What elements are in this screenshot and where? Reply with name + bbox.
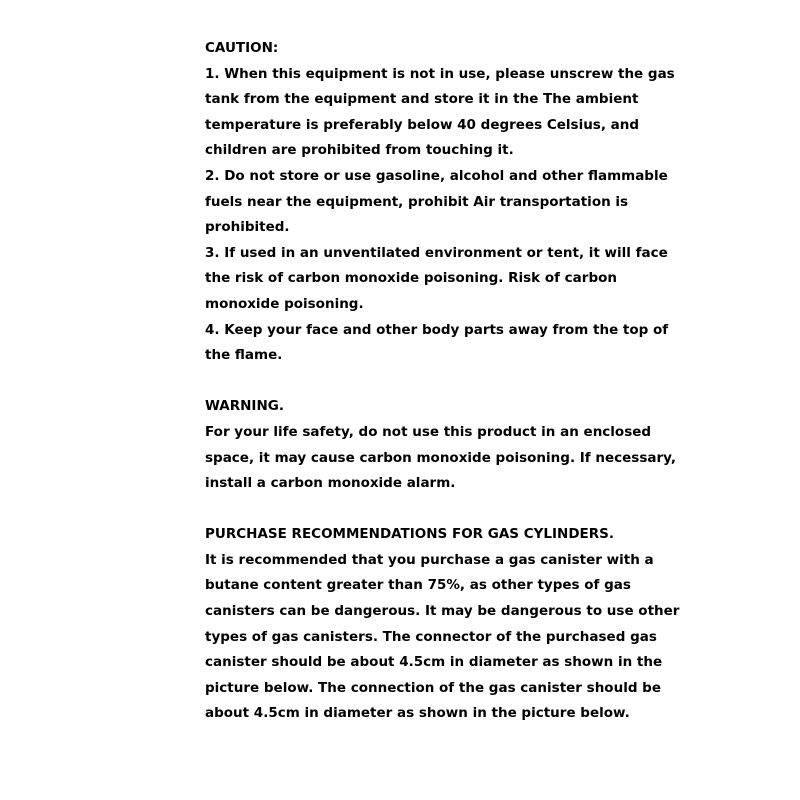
warning-line: space, it may cause carbon monoxide poisoning. If necessary, [205, 449, 677, 466]
caution-line: monoxide poisoning. [205, 295, 364, 312]
caution-line: fuels near the equipment, prohibit Air transportation is [205, 193, 629, 210]
purchase-line: It is recommended that you purchase a gas canister with a [205, 551, 654, 568]
caution-line: the flame. [205, 347, 283, 364]
purchase-line: canister should be about 4.5cm in diameter as shown in the [205, 654, 663, 671]
caution-line: 4. Keep your face and other body parts away from the top of [205, 321, 669, 338]
caution-line: 2. Do not store or use gasoline, alcohol and other flammable [205, 167, 668, 184]
caution-line: temperature is preferably below 40 degrees Celsius, and [205, 116, 640, 133]
purchase-heading: PURCHASE RECOMMENDATIONS FOR GAS CYLINDERS. [205, 526, 615, 543]
purchase-section [205, 522, 680, 727]
caution-section [205, 36, 675, 369]
purchase-line: butane content greater than 75%, as other types of gas [205, 577, 631, 594]
caution-line: tank from the equipment and store it in the The ambient [205, 91, 639, 108]
warning-section [205, 394, 677, 496]
caution-line: 1. When this equipment is not in use, please unscrew the gas [205, 65, 675, 82]
purchase-line: picture below. The connection of the gas canister should be [205, 679, 662, 696]
caution-line: the risk of carbon monoxide poisoning. Risk of carbon [205, 270, 617, 287]
warning-heading: WARNING. [205, 398, 284, 415]
safety-instructions [205, 36, 680, 727]
caution-line: 3. If used in an unventilated environment or tent, it will face [205, 244, 668, 261]
section-spacer [205, 369, 625, 395]
warning-line: install a carbon monoxide alarm. [205, 475, 456, 492]
section-spacer [205, 497, 625, 523]
purchase-line: types of gas canisters. The connector of the purchased gas [205, 628, 657, 645]
purchase-line: canisters can be dangerous. It may be dangerous to use other [205, 603, 680, 620]
warning-line: For your life safety, do not use this product in an enclosed [205, 423, 652, 440]
purchase-line: about 4.5cm in diameter as shown in the picture below. [205, 705, 630, 722]
caution-line: prohibited. [205, 219, 290, 236]
caution-line: children are prohibited from touching it. [205, 142, 514, 159]
caution-heading: CAUTION: [205, 40, 279, 56]
